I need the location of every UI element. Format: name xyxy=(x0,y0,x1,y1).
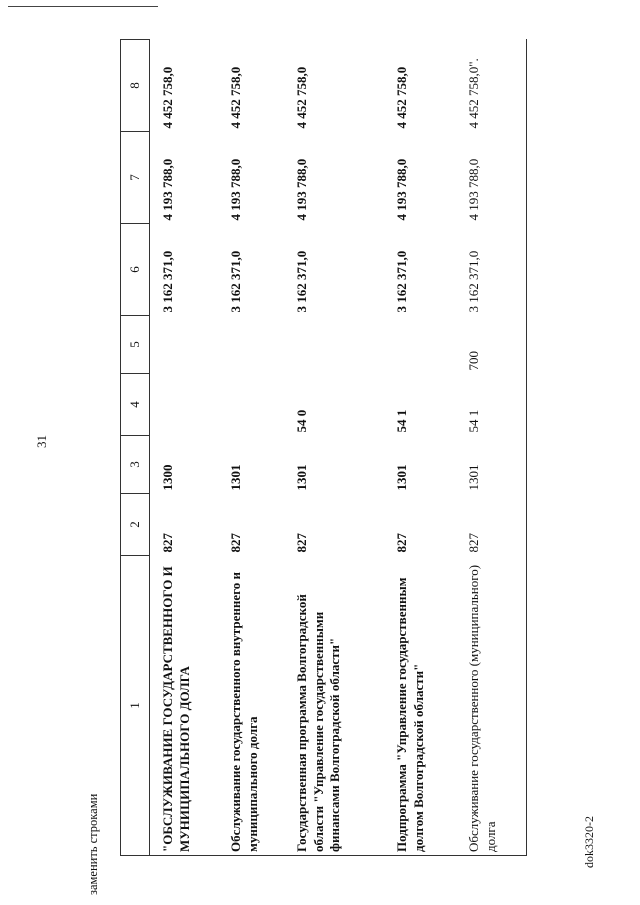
cell-c8: 4 452 758,0 xyxy=(394,66,409,129)
table-row xyxy=(456,40,527,856)
table-row xyxy=(150,40,219,856)
cell-c6: 3 162 371,0 xyxy=(228,250,243,313)
cell-c8: 4 452 758,0 xyxy=(160,66,175,129)
cell-c5: 700 xyxy=(456,316,527,374)
cell-c5 xyxy=(150,316,219,374)
column-header: 4 xyxy=(121,374,150,436)
cell-c2: 827 xyxy=(456,494,527,556)
row-name: "ОБСЛУЖИВАНИЕ ГОСУДАРСТВЕННОГО И МУНИЦИПАЛЬНОГО ДОЛГА xyxy=(150,556,219,856)
cell-c2: 827 xyxy=(294,533,309,553)
column-header: 6 xyxy=(121,224,150,316)
table-row xyxy=(218,40,284,856)
row-name: Государственная программа Волгоградской области "Управление государственными финансами Волгоградской области" xyxy=(284,556,384,856)
cell-c2: 827 xyxy=(228,533,243,553)
cell-c5 xyxy=(384,316,456,374)
cell-c7: 4 193 788,0 xyxy=(160,158,175,221)
intro-text: заменить строками xyxy=(86,793,100,895)
page-number: 31 xyxy=(34,435,49,448)
table-header-row xyxy=(121,40,150,856)
cell-c2: 827 xyxy=(394,533,409,553)
cell-c7: 4 193 788,0 xyxy=(228,158,243,221)
row-name: Обслуживание государственного внутреннего и муниципального долга xyxy=(218,556,284,856)
document-id: dok3320-2 xyxy=(582,816,596,868)
column-header: 7 xyxy=(121,132,150,224)
cell-c5 xyxy=(284,316,384,374)
cell-c7: 4 193 788,0 xyxy=(294,158,309,221)
row-name: Обслуживание государственного (муниципального) долга xyxy=(456,556,527,856)
cell-c3: 1300 xyxy=(160,464,175,491)
table-row xyxy=(384,40,456,856)
cell-c8: 4 452 758,0 xyxy=(228,66,243,129)
row-name: Подпрограмма "Управление государственным долгом Волгоградской области" xyxy=(384,556,456,856)
cell-c4: 54 1 xyxy=(456,374,527,436)
header-rule xyxy=(8,6,158,7)
cell-c3: 1301 xyxy=(228,464,243,491)
cell-c4: 54 0 xyxy=(294,409,309,433)
cell-c7: 4 193 788,0 xyxy=(394,158,409,221)
cell-c3: 1301 xyxy=(394,464,409,491)
cell-c6: 3 162 371,0 xyxy=(294,250,309,313)
column-header: 3 xyxy=(121,436,150,494)
cell-c7: 4 193 788,0 xyxy=(456,132,527,224)
budget-table xyxy=(120,39,527,856)
rotated-table-wrapper xyxy=(120,40,498,856)
column-header: 5 xyxy=(121,316,150,374)
cell-c5 xyxy=(218,316,284,374)
column-header: 1 xyxy=(121,556,150,856)
cell-c8: 4 452 758,0 xyxy=(294,66,309,129)
cell-c4: 54 1 xyxy=(394,409,409,433)
table-row xyxy=(284,40,384,856)
column-header: 8 xyxy=(121,40,150,132)
cell-c8: 4 452 758,0". xyxy=(456,40,527,132)
cell-c4 xyxy=(150,374,219,436)
cell-c4 xyxy=(218,374,284,436)
cell-c3: 1301 xyxy=(294,464,309,491)
cell-c6: 3 162 371,0 xyxy=(394,250,409,313)
cell-c6: 3 162 371,0 xyxy=(456,224,527,316)
cell-c2: 827 xyxy=(160,533,175,553)
column-header: 2 xyxy=(121,494,150,556)
cell-c6: 3 162 371,0 xyxy=(160,250,175,313)
cell-c3: 1301 xyxy=(456,436,527,494)
